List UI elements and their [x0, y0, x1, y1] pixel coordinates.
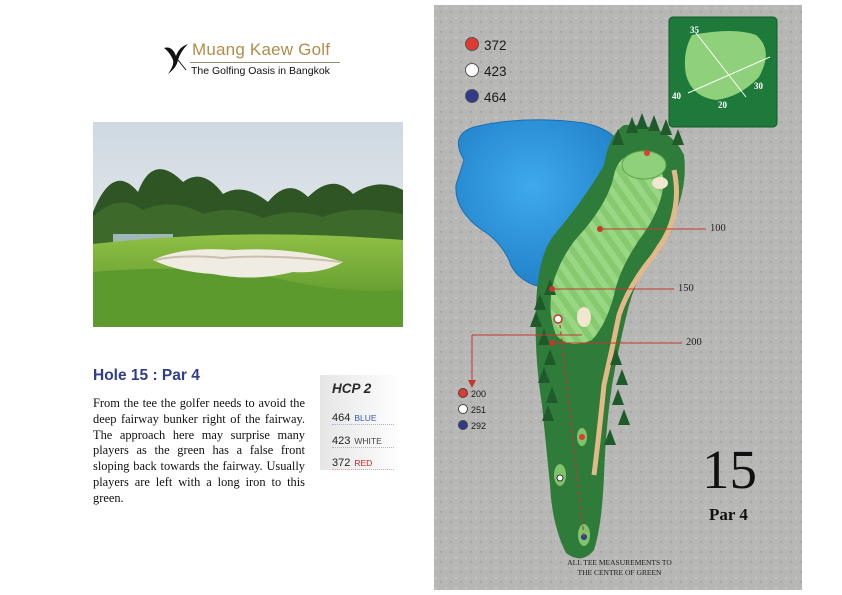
green-dim-40: 40 — [672, 91, 681, 101]
handicap-label: HCP 2 — [332, 381, 372, 396]
handicap-row-red — [332, 453, 394, 470]
layup-distance-white — [458, 404, 486, 415]
hole-number: 15 — [702, 439, 757, 500]
handicap-tee-color: RED — [354, 458, 373, 468]
red-dot-icon — [458, 388, 468, 398]
red-tee-marker — [579, 434, 585, 440]
green-dim-35: 35 — [690, 25, 699, 35]
aim-target — [554, 315, 562, 323]
layup-distance-value: 292 — [471, 421, 487, 431]
distance-marker-100: 100 — [710, 223, 726, 234]
logo-name: Muang Kaew Golf — [192, 40, 331, 59]
measurement-note-line-2: THE CENTRE OF GREEN — [577, 568, 662, 577]
handicap-tee-color: BLUE — [354, 413, 377, 423]
greenside-bunker — [652, 177, 668, 189]
measurement-note-line-1: ALL TEE MEASUREMENTS TO — [567, 558, 672, 567]
handicap-distance: 464 — [332, 412, 351, 424]
layup-distance-value: 200 — [471, 389, 487, 399]
blue-tee-dot-icon — [465, 89, 479, 103]
handicap-distance: 423 — [332, 435, 351, 447]
distance-marker-150: 150 — [678, 283, 694, 294]
hole-map — [434, 5, 802, 590]
logo-divider — [190, 62, 340, 63]
bird-logo-icon — [160, 40, 190, 80]
measurement-note — [552, 558, 687, 578]
hole-photo — [93, 122, 403, 327]
hole-par: Par 4 — [709, 505, 748, 524]
logo-tagline: The Golfing Oasis in Bangkok — [191, 65, 330, 77]
layup-distance-red — [458, 388, 486, 399]
green-dim-20: 20 — [718, 100, 727, 110]
handicap-box — [320, 375, 402, 470]
handicap-row-blue — [332, 408, 394, 425]
white-tee-marker — [557, 475, 563, 481]
green-dim-30: 30 — [754, 81, 763, 91]
tee-distance-red — [465, 37, 507, 53]
distance-marker-200: 200 — [686, 337, 702, 348]
logo — [160, 40, 350, 84]
hole-title: Hole 15 : Par 4 — [93, 367, 200, 384]
white-dot-icon — [458, 404, 468, 414]
white-tee-dot-icon — [465, 63, 479, 77]
blue-dot-icon — [458, 420, 468, 430]
handicap-row-white — [332, 431, 394, 448]
tee-distance-value: 464 — [484, 90, 507, 105]
tee-distance-value: 372 — [484, 38, 507, 53]
tee-distance-value: 423 — [484, 64, 507, 79]
hole-description: From the tee the golfer needs to avoid the deep fairway bunker right of the fairway. The approach here may surprise many players as the green has a false front sloping back towards the fairway. Usually players are left with a long iron to this green. — [93, 396, 305, 505]
handicap-tee-color: WHITE — [354, 436, 382, 446]
tee-distance-white — [465, 63, 507, 79]
tee-distance-blue — [465, 89, 507, 105]
red-tee-dot-icon — [465, 37, 479, 51]
green — [622, 151, 666, 179]
fairway-bunker — [577, 307, 591, 327]
layup-distance-blue — [458, 420, 486, 431]
handicap-distance: 372 — [332, 457, 351, 469]
layup-distance-value: 251 — [471, 405, 487, 415]
